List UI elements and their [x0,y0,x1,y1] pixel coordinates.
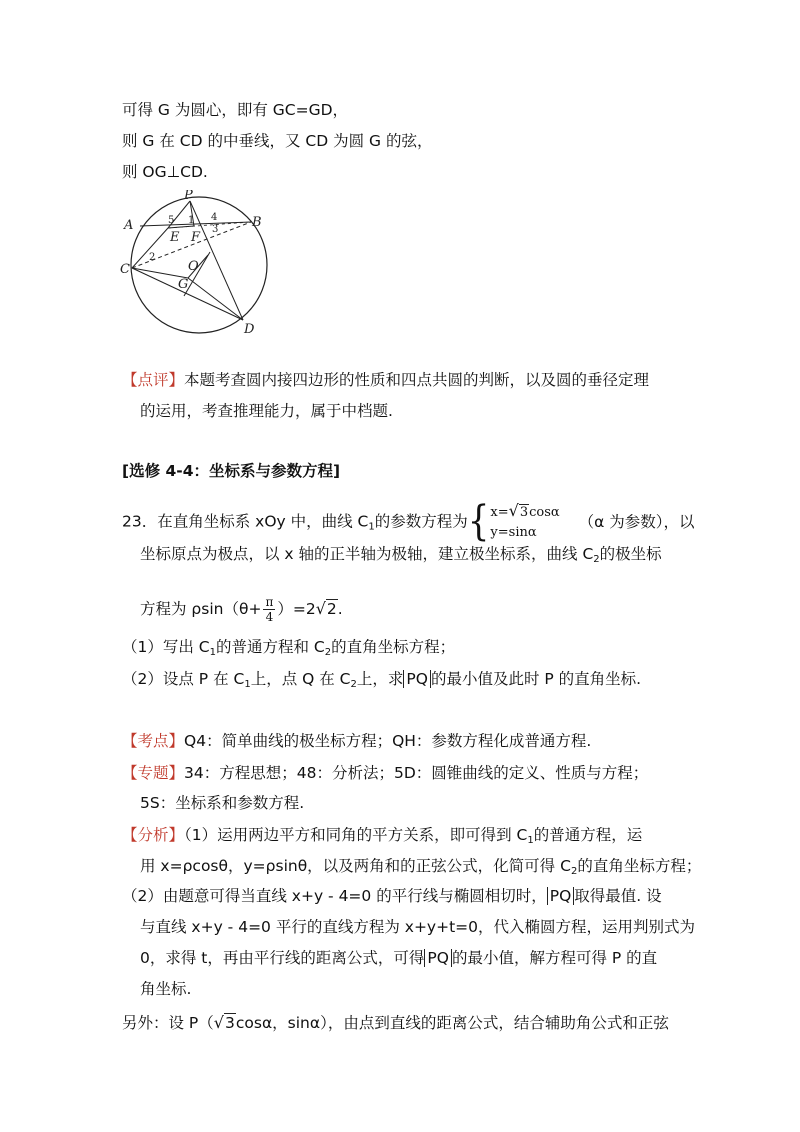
question-1 [122,636,455,658]
problem-text: （1）写出 C [122,638,210,656]
segment-gd [188,278,243,320]
fenxi-line-2 [140,855,701,877]
fenxi-line-4: 与直线 x+y - 4=0 平行的直线方程为 x+y+t=0，代入椭圆方程，运用判别式为 [140,918,696,936]
label-f: F [191,230,201,245]
label-o: O [188,259,199,274]
other-line [122,1012,669,1034]
subscript: 2 [324,647,332,658]
problem-text: 坐标原点为极点，以 x 轴的正半轴为极轴，建立极坐标系，曲线 C [140,545,594,563]
problem-text: 方程为 ρsin（θ+ [140,600,262,618]
sys-x: x= [490,505,509,520]
angle-label-1: 1 [188,215,195,226]
problem-text: （2）设点 P 在 C [122,670,245,688]
comment-line-1 [122,369,649,391]
label-c: C [120,262,130,277]
label-g: G [178,277,189,292]
subscript: 1 [209,647,216,658]
label-a: A [124,218,134,233]
problem-text: 在直角坐标系 xOy 中，曲线 C [157,512,369,531]
fenxi-text: 0，求得 t，再由平行线的距离公式，可得 [140,949,425,967]
comment-line-2: 的运用，考查推理能力，属于中档题. [140,402,393,420]
subscript: 1 [527,835,534,846]
subscript: 2 [570,866,578,877]
sys-y: y=sinα [490,525,537,540]
problem-text: （α 为参数），以 [578,512,695,531]
problem-text: 的极坐标 [599,545,662,563]
angle-label-2: 2 [149,252,156,263]
zhuanti-tag: 【专题】 [122,764,185,782]
problem-number: 23． [122,512,158,531]
zhuanti-line-1 [122,762,648,784]
fenxi-text: 的直角坐标方程； [577,857,702,875]
other-text: cosα，sinα），由点到直线的距离公式，结合辅助角公式和正弦 [235,1014,669,1032]
sqrt-sign: √ [213,1013,224,1032]
zhuanti-text-1: 34：方程思想；48：分析法；5D：圆锥曲线的定义、性质与方程； [184,764,649,782]
fenxi-text: 取得最值. 设 [574,887,662,905]
problem-line-2 [140,543,662,565]
angle-label-3: 3 [212,224,219,235]
subscript: 1 [368,521,375,533]
parametric-system [490,501,559,543]
section-title: [选修 4-4：坐标系与参数方程] [122,462,341,480]
label-p: P [184,190,193,203]
subscript: 2 [350,679,357,690]
chord-ab [140,222,251,226]
subscript: 2 [593,554,600,565]
comment-tag: 【点评】 [122,371,185,389]
problem-text: . [337,600,343,618]
label-e: E [170,230,180,245]
zhuanti-line-2: 5S：坐标系和参数方程. [140,794,305,812]
fenxi-text: 用 x=ρcosθ，y=ρsinθ，以及两角和的正弦公式，化简可得 C [140,857,571,875]
sqrt-radicand: 2 [326,600,337,618]
problem-text: ）=2 [277,600,316,618]
kaodian-tag: 【考点】 [122,732,185,750]
other-text: 另外：设 P（ [122,1014,214,1032]
fenxi-line-5 [140,947,657,969]
fenxi-text: 的普通方程，运 [533,826,643,844]
problem-text: 的直角坐标方程； [331,638,456,656]
segment-cd [132,268,243,320]
problem-text: 上，求 [356,670,404,688]
sqrt-sign: √ [508,501,519,520]
fenxi-tag: 【分析】 [122,826,185,844]
fenxi-line-6: 角坐标. [140,980,192,998]
fenxi-line-1 [122,824,642,846]
proof-line-1: 可得 G 为圆心，即有 GC=GD， [122,101,349,119]
label-b: B [252,215,262,230]
fenxi-text: （2）由题意可得当直线 x+y - 4=0 的平行线与椭圆相切时， [122,887,547,905]
abs-value: PQ [403,670,431,688]
problem-text: 的参数方程为 [374,512,468,531]
fenxi-line-3 [122,885,662,907]
sys-x-tail: cosα [529,505,560,520]
question-2 [122,668,641,690]
kaodian-line [122,730,591,752]
problem-line-1 [122,498,695,546]
angle-label-5: 5 [168,215,175,226]
fraction [263,595,275,624]
subscript: 1 [244,679,251,690]
proof-line-3: 则 OG⊥CD. [122,163,208,181]
fenxi-text: （1）运用两边平方和同角的平方关系，即可得到 C [184,826,528,844]
problem-text: 的普通方程和 C [216,638,325,656]
segment-ef [168,226,194,228]
system-brace: { [467,498,490,546]
sqrt-radicand: 3 [224,1014,235,1032]
abs-value: PQ [547,887,575,905]
problem-text: 的最小值及此时 P 的直角坐标. [430,670,642,688]
problem-line-3 [140,595,343,624]
sqrt-radicand: 3 [519,505,529,520]
geometry-figure [118,190,278,340]
abs-value: PQ [424,949,452,967]
label-d: D [244,322,255,337]
proof-line-2: 则 G 在 CD 的中垂线，又 CD 为圆 G 的弦， [122,132,433,150]
angle-label-4: 4 [211,212,218,223]
fenxi-text: 的最小值，解方程可得 P 的直 [451,949,658,967]
fraction-numerator: π [265,595,274,609]
fraction-denominator: 4 [265,610,274,624]
problem-text: 上，点 Q 在 C [250,670,351,688]
kaodian-text: Q4：简单曲线的极坐标方程；QH：参数方程化成普通方程. [184,732,592,750]
comment-text-1: 本题考查圆内接四边形的性质和四点共圆的判断，以及圆的垂径定理 [184,371,650,389]
sqrt-sign: √ [315,599,326,618]
